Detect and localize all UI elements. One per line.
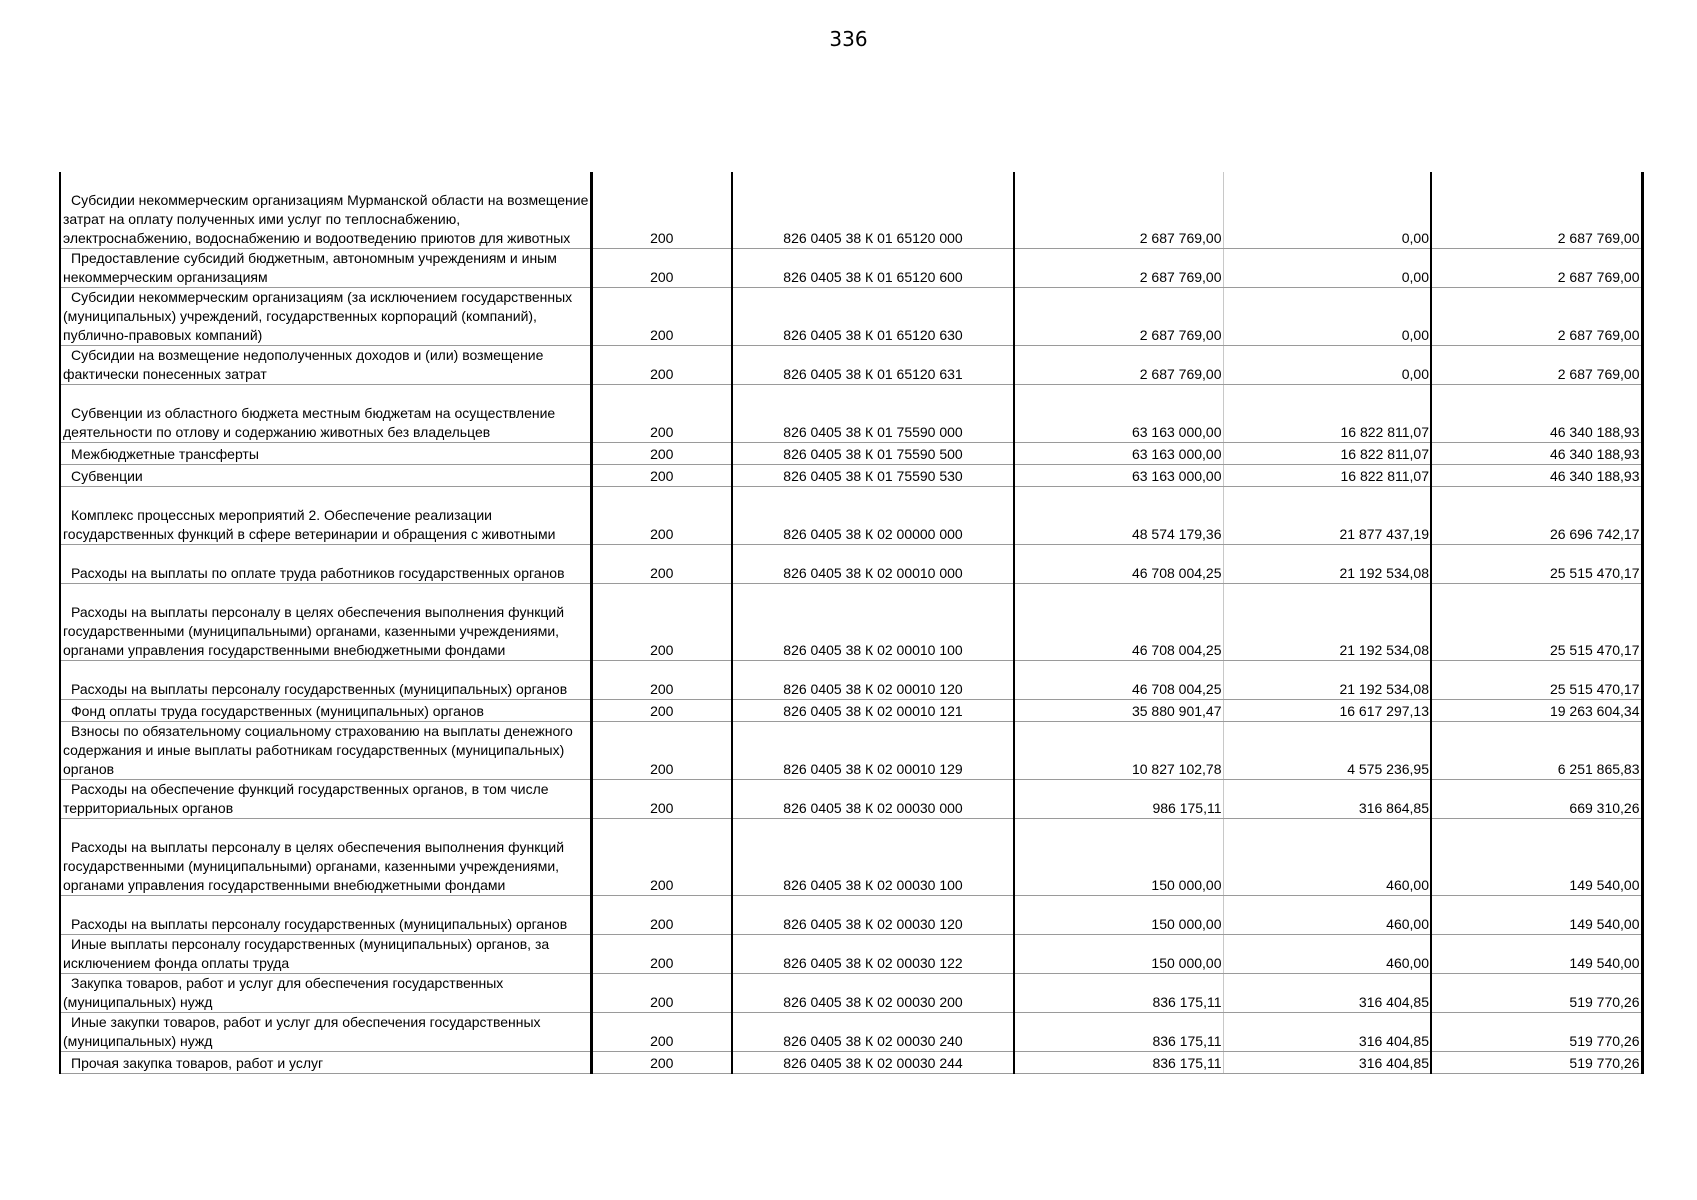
row-line-code: 200: [591, 896, 732, 935]
row-approved: 63 163 000,00: [1014, 443, 1223, 465]
row-approved: 836 175,11: [1014, 1013, 1223, 1052]
row-line-code: 200: [591, 249, 732, 288]
row-line-code: 200: [591, 172, 732, 249]
row-budget-code: 826 0405 38 К 02 00030 100: [732, 819, 1014, 896]
row-executed: 460,00: [1223, 935, 1431, 974]
row-unexecuted: 149 540,00: [1431, 935, 1642, 974]
row-line-code: 200: [591, 584, 732, 661]
row-description: Расходы на выплаты персоналу в целях обеспечения выполнения функций государственными (муниципальными) органами, казенными учреждениями, органами управления государственными внебюджетными фондами: [60, 584, 591, 661]
row-unexecuted: 25 515 470,17: [1431, 661, 1642, 700]
row-line-code: 200: [591, 443, 732, 465]
row-executed: 316 864,85: [1223, 780, 1431, 819]
row-line-code: 200: [591, 465, 732, 487]
row-approved: 836 175,11: [1014, 974, 1223, 1013]
table-row: [60, 584, 1642, 661]
row-approved: 46 708 004,25: [1014, 584, 1223, 661]
row-unexecuted: 2 687 769,00: [1431, 249, 1642, 288]
row-approved: 2 687 769,00: [1014, 249, 1223, 288]
row-description: Закупка товаров, работ и услуг для обеспечения государственных (муниципальных) нужд: [60, 974, 591, 1013]
table-row: [60, 780, 1642, 819]
row-line-code: 200: [591, 700, 732, 722]
row-description: Расходы на выплаты персоналу государственных (муниципальных) органов: [60, 661, 591, 700]
row-budget-code: 826 0405 38 К 02 00030 122: [732, 935, 1014, 974]
row-line-code: 200: [591, 385, 732, 443]
row-description: Субсидии некоммерческим организациям (за исключением государственных (муниципальных) учреждений, государственных корпораций (компаний), публично-правовых компаний): [60, 288, 591, 346]
row-executed: 16 822 811,07: [1223, 465, 1431, 487]
row-description: Субвенции: [60, 465, 591, 487]
row-executed: 21 192 534,08: [1223, 661, 1431, 700]
row-approved: 35 880 901,47: [1014, 700, 1223, 722]
row-executed: 460,00: [1223, 819, 1431, 896]
row-description: Расходы на выплаты персоналу государственных (муниципальных) органов: [60, 896, 591, 935]
row-executed: 460,00: [1223, 896, 1431, 935]
row-executed: 16 617 297,13: [1223, 700, 1431, 722]
table-row: [60, 249, 1642, 288]
table-row: [60, 288, 1642, 346]
row-description: Прочая закупка товаров, работ и услуг: [60, 1052, 591, 1074]
row-executed: 21 877 437,19: [1223, 487, 1431, 545]
row-unexecuted: 2 687 769,00: [1431, 346, 1642, 385]
row-line-code: 200: [591, 661, 732, 700]
row-executed: 0,00: [1223, 288, 1431, 346]
table-row: [60, 1052, 1642, 1074]
row-line-code: 200: [591, 935, 732, 974]
row-description: Взносы по обязательному социальному страхованию на выплаты денежного содержания и иные выплаты работникам государственных (муниципальных) органов: [60, 722, 591, 780]
row-line-code: 200: [591, 819, 732, 896]
row-description: Комплекс процессных мероприятий 2. Обеспечение реализации государственных функций в сфере ветеринарии и обращения с животными: [60, 487, 591, 545]
row-approved: 48 574 179,36: [1014, 487, 1223, 545]
table-row: [60, 700, 1642, 722]
row-description: Иные выплаты персоналу государственных (муниципальных) органов, за исключением фонда оплаты труда: [60, 935, 591, 974]
table-row: [60, 722, 1642, 780]
row-description: Фонд оплаты труда государственных (муниципальных) органов: [60, 700, 591, 722]
budget-table: [59, 172, 1644, 1074]
row-approved: 150 000,00: [1014, 896, 1223, 935]
row-line-code: 200: [591, 545, 732, 584]
row-executed: 0,00: [1223, 172, 1431, 249]
table-row: [60, 896, 1642, 935]
row-budget-code: 826 0405 38 К 02 00030 120: [732, 896, 1014, 935]
row-approved: 986 175,11: [1014, 780, 1223, 819]
row-line-code: 200: [591, 780, 732, 819]
row-approved: 63 163 000,00: [1014, 465, 1223, 487]
page-number: 336: [829, 27, 868, 51]
row-unexecuted: 25 515 470,17: [1431, 545, 1642, 584]
row-description: Иные закупки товаров, работ и услуг для обеспечения государственных (муниципальных) нужд: [60, 1013, 591, 1052]
row-budget-code: 826 0405 38 К 01 65120 630: [732, 288, 1014, 346]
table-row: [60, 487, 1642, 545]
row-approved: 63 163 000,00: [1014, 385, 1223, 443]
row-unexecuted: 26 696 742,17: [1431, 487, 1642, 545]
row-description: Субсидии на возмещение недополученных доходов и (или) возмещение фактически понесенных затрат: [60, 346, 591, 385]
table-row: [60, 172, 1642, 249]
row-executed: 0,00: [1223, 249, 1431, 288]
row-approved: 150 000,00: [1014, 935, 1223, 974]
row-description: Субсидии некоммерческим организациям Мурманской области на возмещение затрат на оплату полученных ими услуг по теплоснабжению, электроснабжению, водоснабжению и водоотведению приютов для животных: [60, 172, 591, 249]
row-executed: 21 192 534,08: [1223, 584, 1431, 661]
row-line-code: 200: [591, 1013, 732, 1052]
row-approved: 836 175,11: [1014, 1052, 1223, 1074]
row-approved: 2 687 769,00: [1014, 288, 1223, 346]
row-executed: 316 404,85: [1223, 1052, 1431, 1074]
row-unexecuted: 46 340 188,93: [1431, 443, 1642, 465]
row-unexecuted: 46 340 188,93: [1431, 465, 1642, 487]
row-executed: 21 192 534,08: [1223, 545, 1431, 584]
row-unexecuted: 2 687 769,00: [1431, 172, 1642, 249]
row-approved: 2 687 769,00: [1014, 346, 1223, 385]
budget-table-body: [60, 172, 1642, 1074]
row-approved: 2 687 769,00: [1014, 172, 1223, 249]
table-row: [60, 974, 1642, 1013]
row-unexecuted: 519 770,26: [1431, 1013, 1642, 1052]
row-unexecuted: 6 251 865,83: [1431, 722, 1642, 780]
row-description: Расходы на выплаты по оплате труда работников государственных органов: [60, 545, 591, 584]
table-row: [60, 465, 1642, 487]
row-line-code: 200: [591, 487, 732, 545]
table-row: [60, 545, 1642, 584]
row-budget-code: 826 0405 38 К 02 00030 200: [732, 974, 1014, 1013]
row-budget-code: 826 0405 38 К 02 00010 100: [732, 584, 1014, 661]
row-approved: 10 827 102,78: [1014, 722, 1223, 780]
row-line-code: 200: [591, 722, 732, 780]
table-row: [60, 935, 1642, 974]
row-budget-code: 826 0405 38 К 02 00010 121: [732, 700, 1014, 722]
row-executed: 316 404,85: [1223, 1013, 1431, 1052]
row-unexecuted: 669 310,26: [1431, 780, 1642, 819]
table-row: [60, 385, 1642, 443]
table-row: [60, 819, 1642, 896]
row-budget-code: 826 0405 38 К 01 75590 000: [732, 385, 1014, 443]
row-executed: 4 575 236,95: [1223, 722, 1431, 780]
row-approved: 46 708 004,25: [1014, 661, 1223, 700]
row-description: Расходы на обеспечение функций государственных органов, в том числе территориальных органов: [60, 780, 591, 819]
row-unexecuted: 2 687 769,00: [1431, 288, 1642, 346]
row-budget-code: 826 0405 38 К 02 00000 000: [732, 487, 1014, 545]
row-budget-code: 826 0405 38 К 02 00030 000: [732, 780, 1014, 819]
row-budget-code: 826 0405 38 К 02 00010 129: [732, 722, 1014, 780]
row-executed: 16 822 811,07: [1223, 385, 1431, 443]
row-budget-code: 826 0405 38 К 02 00030 240: [732, 1013, 1014, 1052]
row-budget-code: 826 0405 38 К 01 75590 500: [732, 443, 1014, 465]
row-unexecuted: 519 770,26: [1431, 1052, 1642, 1074]
row-description: Субвенции из областного бюджета местным бюджетам на осуществление деятельности по отлову и содержанию животных без владельцев: [60, 385, 591, 443]
row-approved: 150 000,00: [1014, 819, 1223, 896]
row-unexecuted: 46 340 188,93: [1431, 385, 1642, 443]
table-row: [60, 443, 1642, 465]
row-budget-code: 826 0405 38 К 01 65120 631: [732, 346, 1014, 385]
row-executed: 316 404,85: [1223, 974, 1431, 1013]
row-budget-code: 826 0405 38 К 01 65120 000: [732, 172, 1014, 249]
row-approved: 46 708 004,25: [1014, 545, 1223, 584]
row-line-code: 200: [591, 1052, 732, 1074]
row-description: Предоставление субсидий бюджетным, автономным учреждениям и иным некоммерческим организациям: [60, 249, 591, 288]
row-line-code: 200: [591, 974, 732, 1013]
row-description: Расходы на выплаты персоналу в целях обеспечения выполнения функций государственными (муниципальными) органами, казенными учреждениями, органами управления государственными внебюджетными фондами: [60, 819, 591, 896]
row-unexecuted: 149 540,00: [1431, 896, 1642, 935]
row-executed: 16 822 811,07: [1223, 443, 1431, 465]
row-budget-code: 826 0405 38 К 02 00010 120: [732, 661, 1014, 700]
table-row: [60, 1013, 1642, 1052]
row-unexecuted: 149 540,00: [1431, 819, 1642, 896]
row-line-code: 200: [591, 288, 732, 346]
table-row: [60, 661, 1642, 700]
row-executed: 0,00: [1223, 346, 1431, 385]
row-unexecuted: 19 263 604,34: [1431, 700, 1642, 722]
row-budget-code: 826 0405 38 К 02 00010 000: [732, 545, 1014, 584]
row-unexecuted: 25 515 470,17: [1431, 584, 1642, 661]
row-budget-code: 826 0405 38 К 01 65120 600: [732, 249, 1014, 288]
row-line-code: 200: [591, 346, 732, 385]
row-unexecuted: 519 770,26: [1431, 974, 1642, 1013]
row-budget-code: 826 0405 38 К 02 00030 244: [732, 1052, 1014, 1074]
table-row: [60, 346, 1642, 385]
row-budget-code: 826 0405 38 К 01 75590 530: [732, 465, 1014, 487]
row-description: Межбюджетные трансферты: [60, 443, 591, 465]
